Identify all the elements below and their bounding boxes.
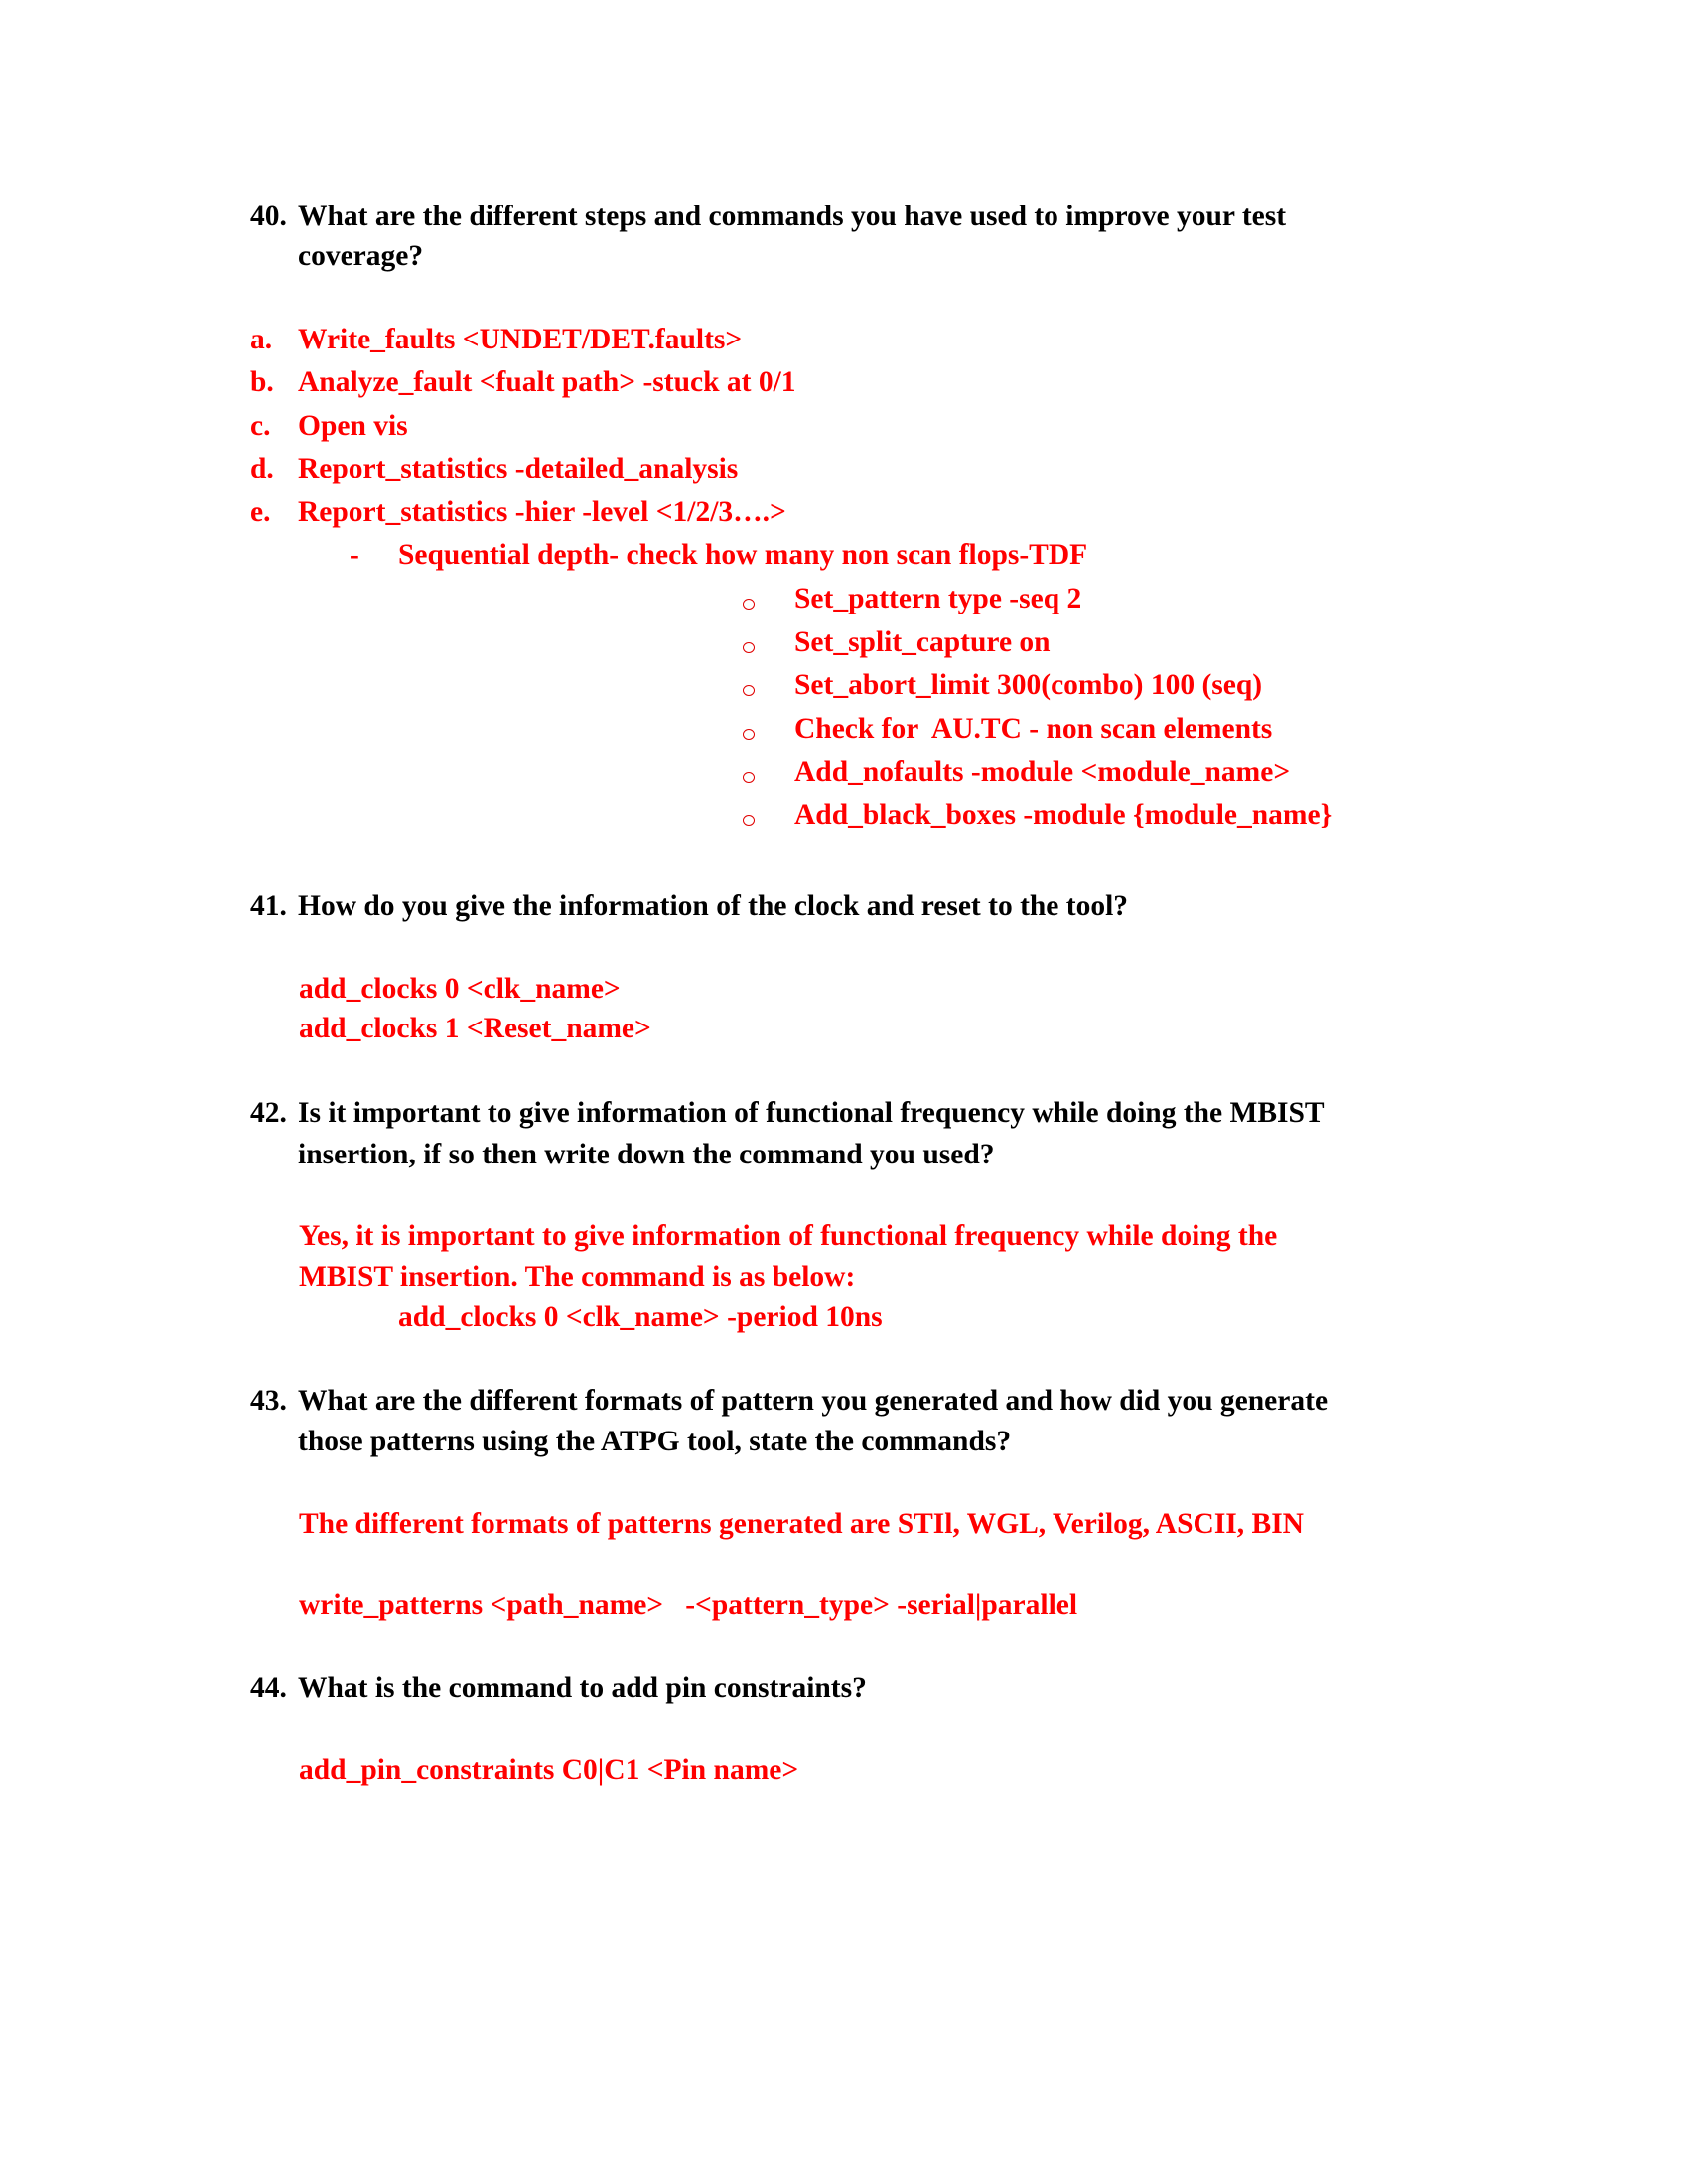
circle-bullet-icon — [743, 685, 755, 696]
dash-marker: - — [350, 539, 359, 571]
question-text-line: insertion, if so then write down the command you used? — [298, 1139, 995, 1170]
answer-line: The different formats of patterns generated are STIl, WGL, Verilog, ASCII, BIN — [299, 1508, 1304, 1540]
question-number: 41. — [250, 890, 287, 922]
circle-bullet-icon — [743, 772, 755, 783]
question-number: 44. — [250, 1672, 287, 1704]
sub-list-item-text: Check for AU.TC - non scan elements — [794, 713, 1273, 745]
circle-bullet-icon — [743, 729, 755, 740]
sub-list-item-text: Set_split_capture on — [794, 626, 1051, 658]
question-number: 43. — [250, 1385, 287, 1417]
circle-bullet-icon — [743, 642, 755, 653]
list-item-text: Report_statistics -detailed_analysis — [298, 453, 739, 484]
list-item-text: Open vis — [298, 410, 408, 442]
answer-line: add_clocks 0 <clk_name> — [299, 973, 621, 1005]
question-text-line: What are the different steps and commands you have used to improve your test — [298, 201, 1287, 232]
answer-line: Yes, it is important to give information of functional frequency while doing the — [299, 1220, 1278, 1252]
answer-line: add_clocks 1 <Reset_name> — [299, 1013, 651, 1044]
dash-item-text: Sequential depth- check how many non scan flops-TDF — [398, 539, 1088, 571]
list-marker: c. — [250, 410, 271, 442]
question-text-line: What is the command to add pin constraints? — [298, 1672, 867, 1704]
list-item-text: Analyze_fault <fualt path> -stuck at 0/1 — [298, 366, 796, 398]
list-item-text: Report_statistics -hier -level <1/2/3….> — [298, 496, 786, 528]
circle-bullet-icon — [743, 599, 755, 610]
answer-command: add_clocks 0 <clk_name> -period 10ns — [398, 1301, 883, 1333]
question-text-line: How do you give the information of the clock and reset to the tool? — [298, 890, 1129, 922]
answer-line: add_pin_constraints C0|C1 <Pin name> — [299, 1754, 799, 1786]
answer-line: MBIST insertion. The command is as below: — [299, 1261, 856, 1293]
question-text-line: those patterns using the ATPG tool, state the commands? — [298, 1426, 1012, 1457]
question-text-line: coverage? — [298, 240, 424, 272]
question-number: 42. — [250, 1097, 287, 1129]
question-text-line: What are the different formats of pattern you generated and how did you generate — [298, 1385, 1329, 1417]
sub-list-item-text: Set_abort_limit 300(combo) 100 (seq) — [794, 669, 1263, 701]
sub-list-item-text: Add_black_boxes -module {module_name} — [794, 799, 1333, 831]
question-number: 40. — [250, 201, 287, 232]
sub-list-item-text: Add_nofaults -module <module_name> — [794, 756, 1291, 788]
answer-line: write_patterns <path_name> -<pattern_type> -serial|parallel — [299, 1589, 1078, 1621]
list-item-text: Write_faults <UNDET/DET.faults> — [298, 324, 743, 355]
circle-bullet-icon — [743, 815, 755, 826]
list-marker: d. — [250, 453, 274, 484]
list-marker: e. — [250, 496, 271, 528]
question-text-line: Is it important to give information of functional frequency while doing the MBIST — [298, 1097, 1325, 1129]
list-marker: a. — [250, 324, 273, 355]
list-marker: b. — [250, 366, 274, 398]
sub-list-item-text: Set_pattern type -seq 2 — [794, 583, 1082, 614]
